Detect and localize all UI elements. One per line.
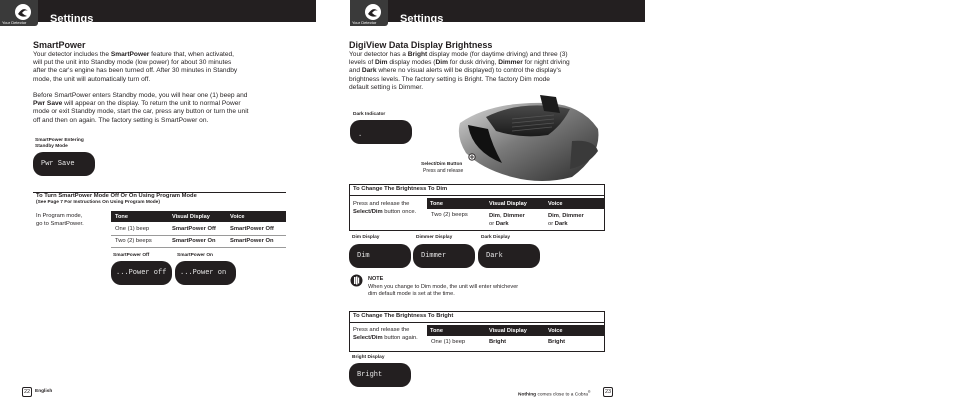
standby-caption (35, 138, 84, 149)
dimmer-display (413, 244, 475, 268)
bold-term: Pwr Save (33, 100, 63, 108)
cell-visual: SmartPower On (172, 238, 216, 244)
right-footer-tagline (518, 390, 590, 398)
program-title: To Turn SmartPower Mode Off Or On Using Program Mode (36, 193, 197, 199)
note-text-line: When you change to Dim mode, the unit will enter whichever (368, 284, 519, 290)
col-visual-display: Visual Display (489, 201, 527, 207)
text-run: off and then on again. The factory setting is SmartPower on. (33, 116, 209, 124)
smartpower-paragraph-1 (33, 51, 303, 84)
page-title: Settings (400, 13, 444, 25)
col-tone: Tone (430, 201, 443, 207)
select-dim-subcaption: Press and release (423, 167, 464, 174)
text-run: or (489, 221, 496, 227)
text-run: , (499, 213, 504, 219)
tagline-rest: comes close to a Cobra (537, 392, 588, 398)
text-run: for night driving (522, 59, 570, 67)
table-row-visual (172, 238, 216, 244)
standby-caption-line: Standby Mode (35, 143, 68, 149)
registered-mark: ® (587, 390, 591, 394)
cell-voice: SmartPower Off (230, 226, 274, 232)
note-text-line: dim default mode is set at the time. (368, 291, 455, 297)
to-dim-title-rule (349, 195, 605, 196)
table-row (115, 238, 152, 244)
left-page-number: 22 (23, 389, 31, 395)
dark-indicator-caption: Dark Indicator (353, 112, 386, 117)
bright-display-caption: Bright Display (352, 355, 385, 360)
radar-detector-illustration (452, 95, 604, 187)
to-bright-voice-value: Bright (548, 339, 566, 345)
col-visual-display: Visual Display (489, 328, 527, 334)
text-run: , (558, 213, 563, 219)
dim-display-text: Dim (357, 252, 370, 260)
to-dim-instruction (353, 200, 416, 216)
table-row-voice (230, 226, 274, 232)
to-dim-visual (489, 212, 525, 228)
bold-term: Bright (407, 51, 428, 58)
dark-display (478, 244, 540, 268)
bold-term: Dark (361, 67, 377, 75)
smartpower-heading: SmartPower (33, 40, 86, 50)
bold-term: Dim (375, 59, 388, 67)
table-row-visual (172, 226, 216, 232)
bright-display (349, 363, 411, 387)
text-run: levels of (349, 59, 376, 67)
table-row (115, 226, 149, 232)
note-icon (350, 274, 363, 287)
page-title: Settings (50, 13, 94, 25)
smartpower-paragraph-2 (33, 92, 303, 125)
to-dim-voice (548, 212, 584, 228)
row-divider (111, 247, 286, 248)
text-run: or (548, 221, 555, 227)
bold-term: Dimmer (562, 213, 584, 219)
to-bright-instruction (353, 326, 418, 342)
note-label: NOTE (368, 276, 384, 282)
to-bright-tone: One (1) beep (431, 339, 466, 345)
bold-term: Dark (495, 221, 509, 227)
dark-indicator-display-text: . (358, 131, 363, 139)
smartpower-on-caption: SmartPower On (177, 253, 213, 258)
dim-display (349, 244, 411, 268)
to-bright-title: To Change The Brightness To Bright (353, 312, 454, 319)
cell-tone: One (1) beep (115, 226, 150, 232)
bold-term: Dim (435, 59, 448, 67)
standby-caption-line: SmartPower Entering (35, 138, 84, 143)
to-bright-visual (489, 339, 506, 345)
cobra-logo-icon (14, 3, 32, 21)
bold-term: Dimmer (498, 59, 523, 67)
to-dim-title: To Change The Brightness To Dim (353, 185, 448, 192)
smartpower-on-display (175, 261, 236, 285)
table-row-voice (230, 238, 274, 244)
text-run: button again. (382, 335, 418, 341)
cell-voice: SmartPower On (230, 238, 274, 244)
text-run: where no visual alerts will be displayed) to control the display's (376, 67, 562, 75)
to-bright-visual-value: Bright (489, 339, 507, 345)
text-run: and (349, 67, 362, 75)
text-run: brightness levels. The factory setting is Bright. The factory Dim mode (349, 75, 550, 83)
text-run: button once. (382, 209, 417, 215)
bold-term: Select/Dim (353, 209, 383, 215)
tagline-bold: Nothing (518, 392, 537, 398)
program-instruction (36, 212, 84, 228)
bold-term: Select/Dim (353, 335, 383, 341)
to-dim-table-header (427, 198, 605, 209)
program-table-header (111, 211, 286, 222)
brightness-heading: DigiView Data Display Brightness (349, 40, 493, 50)
dim-display-caption: Dim Display (352, 235, 380, 240)
smartpower-off-display-text: ...Power off (116, 269, 167, 277)
col-voice: Voice (230, 214, 245, 220)
dark-display-caption: Dark Display (481, 235, 511, 240)
program-instruction-line: In Program mode, (36, 213, 83, 219)
text-run: Your detector has a (349, 51, 408, 58)
text-run: display mode (for daytime driving) and three (3) (427, 51, 568, 58)
text-run: Press and release the (353, 201, 410, 207)
text-run: will put the unit into Standby mode (low power) for about 30 minutes (33, 59, 232, 67)
text-run: mode, the unit will automatically turn off. (33, 75, 151, 83)
bold-term: SmartPower (110, 51, 150, 58)
col-visual-display: Visual Display (172, 214, 210, 220)
cobra-logo-icon (364, 3, 382, 21)
dark-display-text: Dark (486, 252, 503, 260)
left-footer-language: English (35, 389, 53, 394)
col-tone: Tone (430, 328, 443, 334)
select-dim-button-icon (468, 153, 476, 161)
section-tab (350, 0, 388, 26)
bold-term: Dimmer (503, 213, 525, 219)
text-run: Your detector includes the (33, 51, 111, 58)
standby-display (33, 152, 95, 176)
text-run: default setting is Dimmer. (349, 83, 424, 91)
smartpower-off-display (111, 261, 172, 285)
row-divider (111, 235, 286, 236)
text-run: for dusk driving, (447, 59, 499, 67)
text-run: display modes ( (387, 59, 436, 67)
text-run: after the car's engine has been turned off. After 30 minutes in Standby (33, 67, 238, 75)
to-bright-voice (548, 339, 565, 345)
text-run: will appear on the display. To return the unit to normal Power (62, 100, 241, 108)
to-bright-title-rule (349, 322, 605, 323)
cell-visual: SmartPower Off (172, 226, 216, 232)
smartpower-on-display-text: ...Power on (180, 269, 227, 277)
col-voice: Voice (548, 328, 563, 334)
col-voice: Voice (548, 201, 563, 207)
note-text (368, 284, 518, 298)
text-run: Before SmartPower enters Standby mode, you will hear one (1) beep and (33, 92, 248, 99)
bold-term: Dim (489, 213, 500, 219)
bold-term: Dark (554, 221, 568, 227)
smartpower-off-caption: SmartPower Off (113, 253, 150, 258)
dimmer-display-text: Dimmer (421, 252, 447, 260)
section-tab-label: Your Detector (352, 20, 377, 25)
text-run: Press and release the (353, 327, 410, 333)
to-dim-tone: Two (2) beeps (431, 212, 468, 218)
brightness-paragraph (349, 51, 629, 92)
standby-display-text: Pwr Save (41, 160, 75, 168)
cell-tone: Two (2) beeps (115, 238, 152, 244)
text-run: feature that, when activated, (149, 51, 235, 58)
section-tab (0, 0, 38, 26)
program-instruction-line: go to SmartPower. (36, 221, 84, 227)
bold-term: Dim (548, 213, 559, 219)
dark-indicator-display (350, 120, 412, 144)
right-header-bar (350, 0, 645, 25)
text-run: mode or exit Standby mode, start the car, press any button or turn the unit (33, 108, 249, 116)
program-subtitle: (See Page 7 For Instructions On Using Program Mode) (36, 200, 160, 205)
left-header-bar (0, 0, 316, 25)
bright-display-text: Bright (357, 371, 383, 379)
col-tone: Tone (115, 214, 128, 220)
to-bright-table-header (427, 325, 605, 336)
section-tab-label: Your Detector (2, 20, 27, 25)
dimmer-display-caption: Dimmer Display (416, 235, 453, 240)
select-dim-caption: Select/Dim Button (421, 162, 463, 167)
right-page-number: 23 (604, 389, 612, 395)
